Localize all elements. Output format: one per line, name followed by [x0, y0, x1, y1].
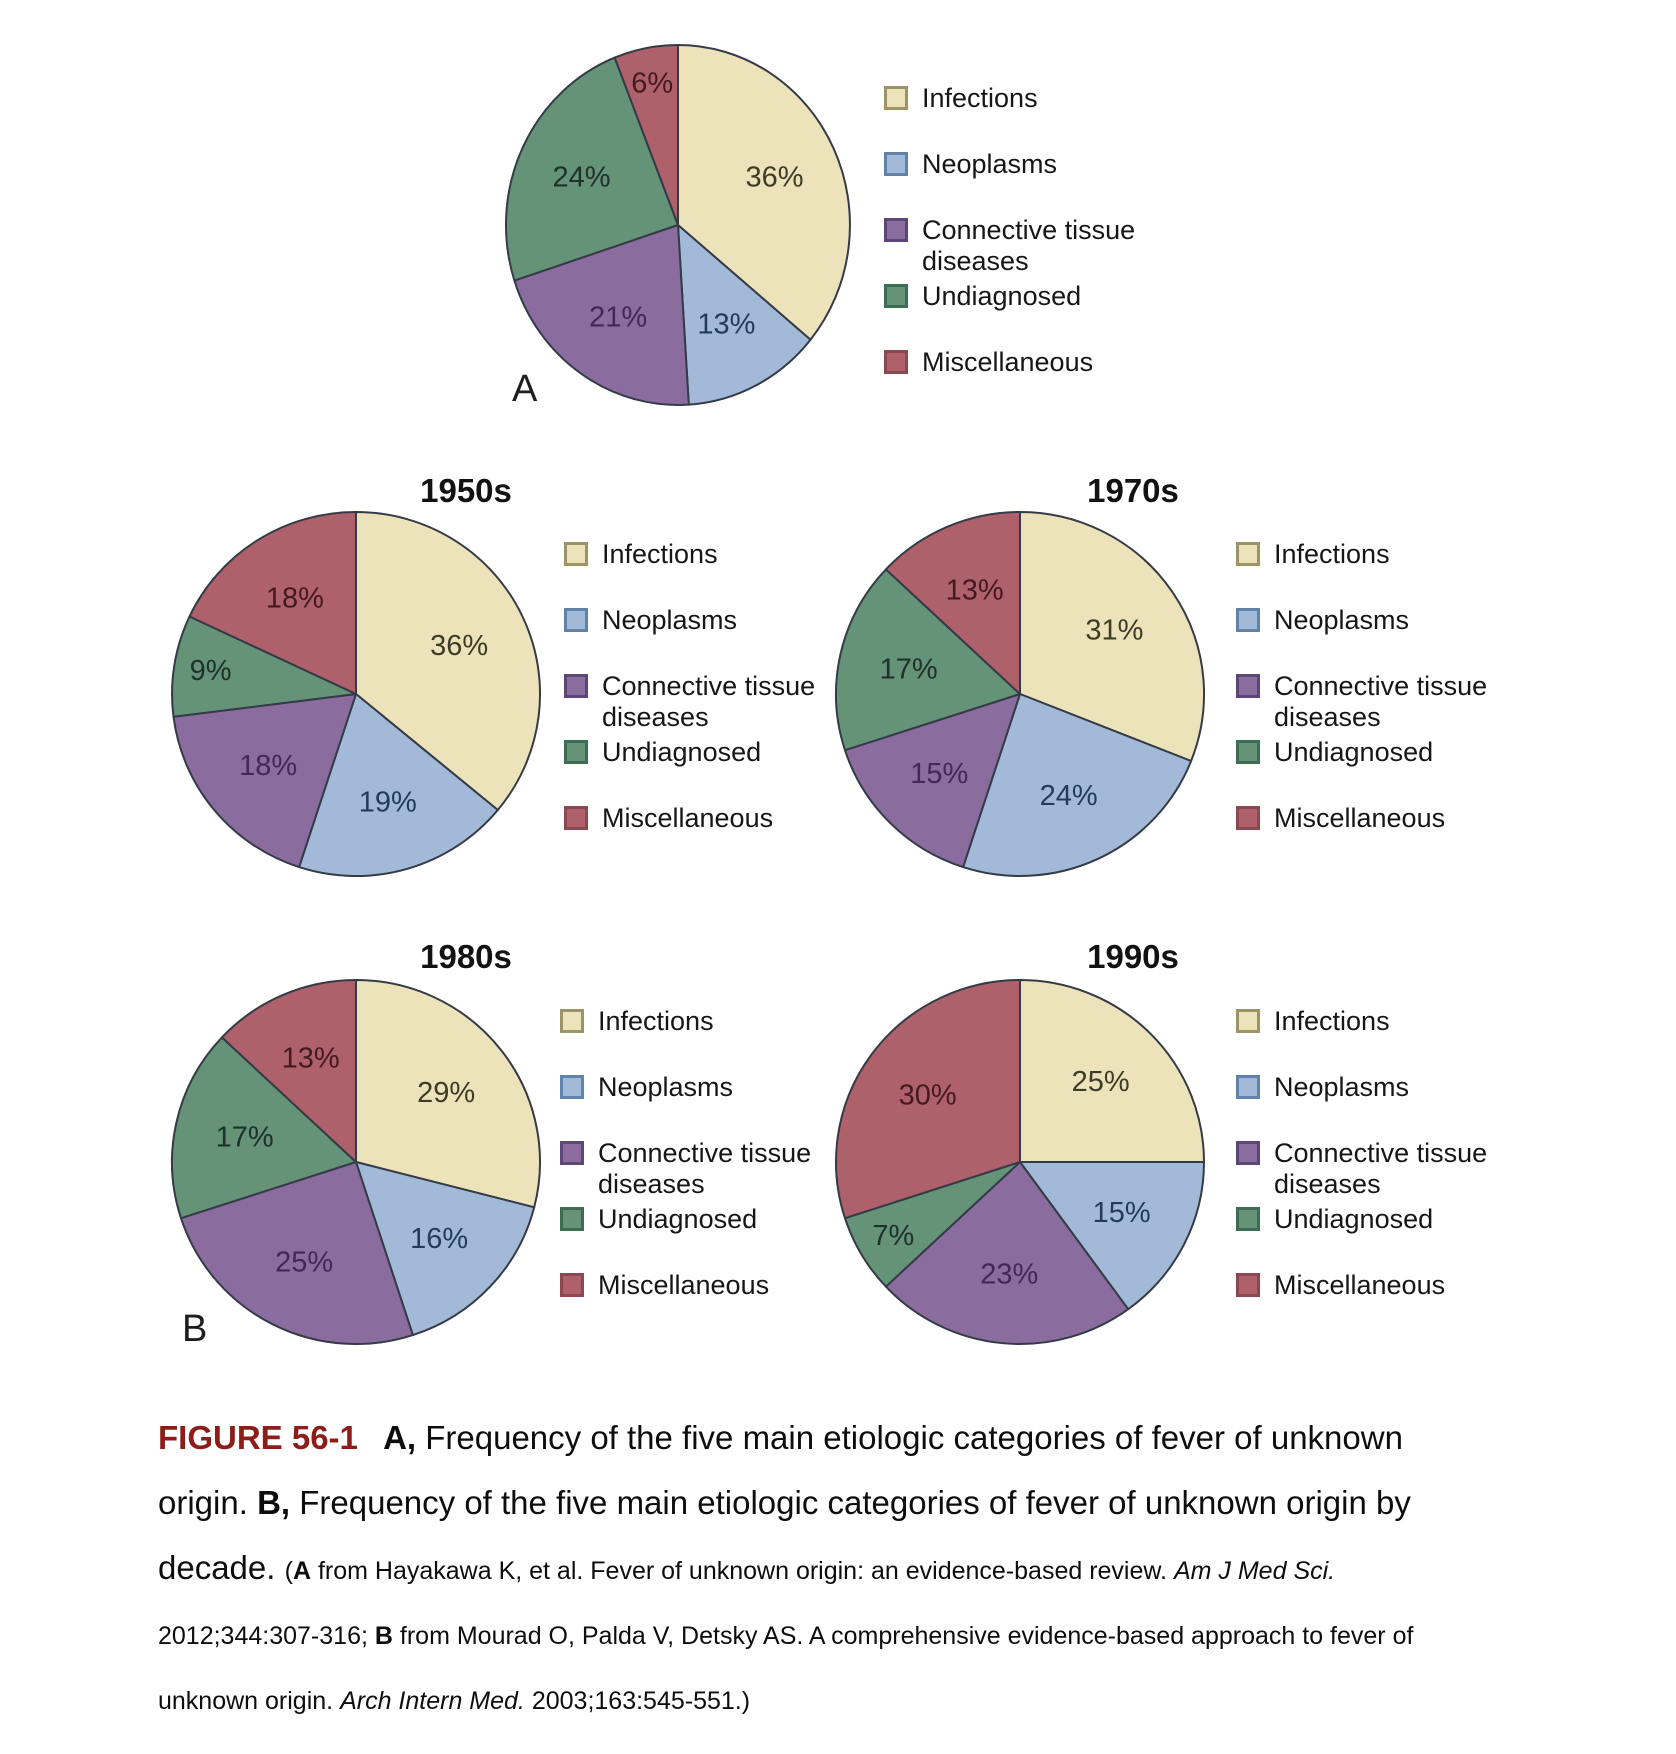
legend-item-neoplasms: [564, 607, 824, 636]
connective-tissue-diseases-swatch-icon: [564, 674, 588, 698]
connective-tissue-diseases-swatch-icon: [1236, 1141, 1260, 1165]
legend-label: Neoplasms: [922, 149, 1058, 179]
undiagnosed-swatch-icon: [564, 740, 588, 764]
pie-value-label-undiagnosed: 17%: [215, 1121, 274, 1154]
pie-value-label-miscellaneous: 6%: [631, 67, 674, 100]
pie-value-label-undiagnosed: 24%: [552, 161, 611, 194]
pie-title-1970s: 1970s: [1087, 472, 1179, 509]
pie-value-label-connective-tissue-diseases: 21%: [589, 301, 648, 334]
caption-source-a-tail: 2012;344:307-316;: [158, 1622, 368, 1650]
miscellaneous-swatch-icon: [564, 806, 588, 830]
legend-item-undiagnosed: [884, 283, 1144, 312]
caption-a-ref: A,: [383, 1419, 417, 1456]
neoplasms-swatch-icon: [564, 608, 588, 632]
infections-swatch-icon: [884, 86, 908, 110]
legend-item-infections: [560, 1008, 820, 1037]
figure-caption: [158, 1405, 1474, 1730]
connective-tissue-diseases-swatch-icon: [1236, 674, 1260, 698]
legend-item-undiagnosed: [564, 739, 824, 768]
legend-label: Connective tissue diseases: [1274, 671, 1488, 732]
undiagnosed-swatch-icon: [560, 1207, 584, 1231]
legend-item-connective-tissue-diseases: [884, 217, 1144, 277]
caption-b-text: Frequency of the five main etiologic categories of fever of unknown origin by decade.: [158, 1484, 1411, 1586]
legend-label: Undiagnosed: [922, 281, 1082, 311]
pie-value-label-neoplasms: 19%: [358, 786, 417, 819]
pie-chart-1980s: [172, 980, 540, 1344]
legend-label: Connective tissue diseases: [602, 671, 816, 732]
caption-a-text: Frequency of the five main etiologic categories of fever of unknown origin.: [158, 1419, 1403, 1521]
legend-item-neoplasms: [1236, 1074, 1496, 1103]
legend-label: Miscellaneous: [602, 803, 774, 833]
infections-swatch-icon: [1236, 542, 1260, 566]
legend-label: Connective tissue diseases: [1274, 1138, 1488, 1199]
neoplasms-swatch-icon: [560, 1075, 584, 1099]
legend-label: Undiagnosed: [598, 1204, 758, 1234]
infections-swatch-icon: [1236, 1009, 1260, 1033]
legend-label: Neoplasms: [598, 1072, 734, 1102]
caption-source: [158, 1557, 1413, 1715]
neoplasms-swatch-icon: [1236, 608, 1260, 632]
legend-label: Miscellaneous: [922, 347, 1094, 377]
legend-label: Infections: [1274, 539, 1390, 569]
pie-value-label-miscellaneous: 30%: [898, 1079, 957, 1112]
legend-label: Neoplasms: [602, 605, 738, 635]
caption-source-b-tail: 2003;163:545-551.): [531, 1687, 751, 1715]
infections-swatch-icon: [564, 542, 588, 566]
legend-item-undiagnosed: [560, 1206, 820, 1235]
pie-title-1950s: 1950s: [420, 472, 512, 509]
legend-label: Infections: [1274, 1006, 1390, 1036]
caption-source-b-text: from Mourad O, Palda V, Detsky AS. A comprehensive evidence-based approach to fever of unknown origin.: [158, 1622, 1414, 1715]
pie-value-label-infections: 25%: [1071, 1066, 1130, 1099]
pie-value-label-infections: 29%: [417, 1076, 476, 1109]
connective-tissue-diseases-swatch-icon: [884, 218, 908, 242]
caption-source-a-text: from Hayakawa K, et al. Fever of unknown origin: an evidence-based review.: [317, 1557, 1168, 1585]
legend-label: Connective tissue diseases: [598, 1138, 812, 1199]
caption-source-b-journal: Arch Intern Med.: [340, 1687, 525, 1715]
legend-label: Connective tissue diseases: [922, 215, 1136, 276]
legend-label: Neoplasms: [1274, 605, 1410, 635]
legend-item-neoplasms: [884, 151, 1144, 180]
legend-item-connective-tissue-diseases: [1236, 673, 1496, 733]
caption-source-b-ref: B: [374, 1622, 393, 1650]
legend-label: Undiagnosed: [1274, 1204, 1434, 1234]
pie-value-label-neoplasms: 16%: [410, 1223, 469, 1256]
legend-item-connective-tissue-diseases: [560, 1140, 820, 1200]
legend-label: Miscellaneous: [1274, 803, 1446, 833]
legend-label: Infections: [598, 1006, 714, 1036]
pie-value-label-infections: 31%: [1085, 614, 1144, 647]
pie-value-label-undiagnosed: 17%: [879, 653, 938, 686]
legend-item-undiagnosed: [1236, 739, 1496, 768]
panel-label-a: A: [512, 368, 538, 410]
pie-chart-1950s: [172, 512, 540, 876]
legend-item-undiagnosed: [1236, 1206, 1496, 1235]
pie-value-label-undiagnosed: 9%: [189, 655, 232, 688]
legend-label: Undiagnosed: [602, 737, 762, 767]
caption-source-a-journal: Am J Med Sci.: [1173, 1557, 1336, 1585]
pie-title-1990s: 1990s: [1087, 938, 1179, 975]
pie-value-label-miscellaneous: 13%: [281, 1042, 340, 1075]
legend-label: Miscellaneous: [598, 1270, 770, 1300]
pie-chart-a: [506, 45, 850, 405]
infections-swatch-icon: [560, 1009, 584, 1033]
legend-label: Undiagnosed: [1274, 737, 1434, 767]
pie-title-1980s: 1980s: [420, 938, 512, 975]
legend-item-connective-tissue-diseases: [564, 673, 824, 733]
pie-value-label-neoplasms: 24%: [1039, 780, 1098, 813]
neoplasms-swatch-icon: [884, 152, 908, 176]
legend-label: Infections: [922, 83, 1038, 113]
legend-item-infections: [1236, 1008, 1496, 1037]
legend-item-infections: [1236, 541, 1496, 570]
legend-item-neoplasms: [1236, 607, 1496, 636]
pie-value-label-infections: 36%: [430, 630, 489, 662]
panel-label-b: B: [182, 1308, 208, 1350]
legend-item-miscellaneous: [1236, 1272, 1496, 1301]
legend-item-neoplasms: [560, 1074, 820, 1103]
pie-value-label-infections: 36%: [745, 161, 804, 194]
pie-chart-1970s: [836, 512, 1204, 876]
legend-item-miscellaneous: [564, 805, 824, 834]
undiagnosed-swatch-icon: [1236, 740, 1260, 764]
connective-tissue-diseases-swatch-icon: [560, 1141, 584, 1165]
pie-value-label-miscellaneous: 18%: [265, 582, 324, 615]
legend-item-miscellaneous: [560, 1272, 820, 1301]
pie-value-label-connective-tissue-diseases: 15%: [910, 757, 969, 790]
pie-value-label-neoplasms: 15%: [1092, 1197, 1151, 1230]
legend-item-infections: [564, 541, 824, 570]
pie-chart-1990s: [836, 980, 1204, 1344]
caption-source-a-ref: A: [292, 1557, 311, 1585]
legend-item-infections: [884, 85, 1144, 114]
neoplasms-swatch-icon: [1236, 1075, 1260, 1099]
legend-label: Neoplasms: [1274, 1072, 1410, 1102]
miscellaneous-swatch-icon: [1236, 806, 1260, 830]
pie-value-label-undiagnosed: 7%: [872, 1220, 915, 1253]
pie-value-label-connective-tissue-diseases: 25%: [275, 1246, 334, 1279]
figure-number: FIGURE 56-1: [158, 1419, 358, 1456]
legend-item-miscellaneous: [884, 349, 1144, 378]
legend-label: Infections: [602, 539, 718, 569]
undiagnosed-swatch-icon: [1236, 1207, 1260, 1231]
pie-value-label-connective-tissue-diseases: 23%: [980, 1258, 1039, 1291]
pie-value-label-neoplasms: 13%: [697, 308, 756, 341]
pie-value-label-miscellaneous: 13%: [945, 574, 1004, 607]
miscellaneous-swatch-icon: [1236, 1273, 1260, 1297]
legend-item-connective-tissue-diseases: [1236, 1140, 1496, 1200]
caption-b-ref: B,: [257, 1484, 291, 1521]
legend-label: Miscellaneous: [1274, 1270, 1446, 1300]
miscellaneous-swatch-icon: [884, 350, 908, 374]
miscellaneous-swatch-icon: [560, 1273, 584, 1297]
undiagnosed-swatch-icon: [884, 284, 908, 308]
legend-item-miscellaneous: [1236, 805, 1496, 834]
caption-source-open-paren: (: [284, 1557, 293, 1585]
pie-value-label-connective-tissue-diseases: 18%: [239, 749, 298, 782]
